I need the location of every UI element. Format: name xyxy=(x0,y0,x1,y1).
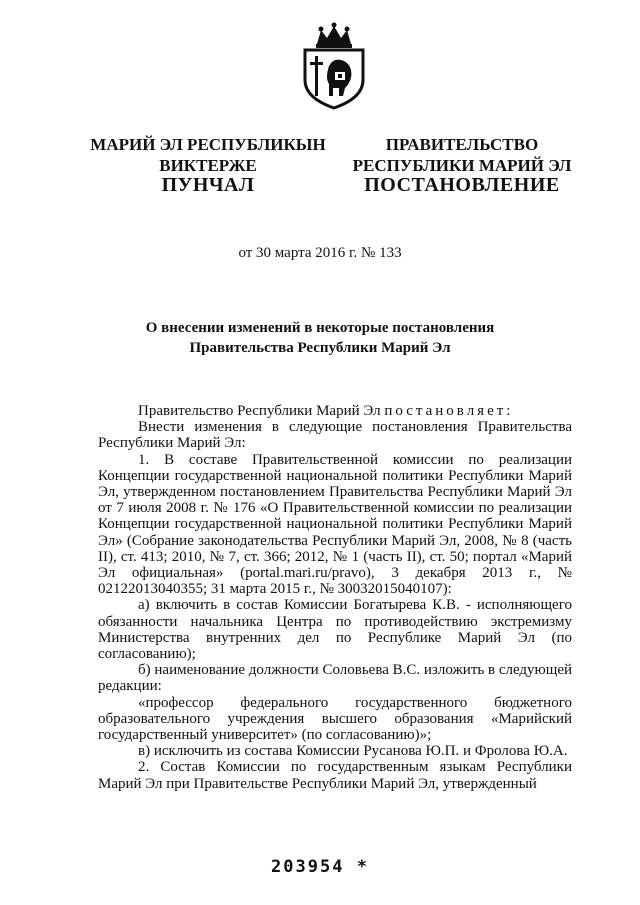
document-body xyxy=(98,403,572,792)
document-subject xyxy=(120,318,520,358)
header-left-line2: ВИКТЕРЖЕ xyxy=(159,156,257,175)
document-date-number: от 30 марта 2016 г. № 133 xyxy=(238,245,402,261)
doctype-right: ПОСТАНОВЛЕНИЕ xyxy=(364,174,560,196)
header-right-title xyxy=(352,134,572,176)
coat-of-arms-icon xyxy=(299,22,369,110)
paragraph: «профессор федерального государственного бюджетного образовательного учреждения высшего образования «Марийский государственный университет» (по согласованию)»; xyxy=(98,694,572,744)
header-right-line1: ПРАВИТЕЛЬСТВО xyxy=(385,135,539,154)
subject-line2: Правительства Республики Марий Эл xyxy=(189,340,451,356)
paragraph: 2. Состав Комиссии по государственным языкам Республики Марий Эл при Правительстве Республики Марий Эл, утвержденный xyxy=(98,759,572,792)
doctype-left: ПУНЧАЛ xyxy=(161,174,255,196)
paragraph: в) исключить из состава Комиссии Русанова Ю.П. и Фролова Ю.А. xyxy=(138,743,568,760)
paragraph: а) включить в состав Комиссии Богатырева К.В. - исполняющего обязанности начальника Центра по противодействию экстремизму Министерства внутренних дел по Республике Марий Эл (по согласованию); xyxy=(98,597,572,663)
intro-paragraph xyxy=(98,403,572,419)
header-left-title xyxy=(84,134,332,176)
header-right-line2: РЕСПУБЛИКИ МАРИЙ ЭЛ xyxy=(352,156,572,175)
intro-prefix: Правительство Республики Марий Эл xyxy=(138,403,385,419)
subject-line1: О внесении изменений в некоторые постановления xyxy=(145,320,495,336)
form-serial-number: 203954 * xyxy=(271,857,369,877)
paragraph: 1. В составе Правительственной комиссии по реализации Концепции государственной национальной политики Республики Марий Эл, утвержденном постановлением Правительства Республики Марий Эл от 7 июля 2008 г. № 176 «О Правительственной комиссии по реализации Концепции государственной национальной политики Республики Марий Эл» (Собрание законодательства Республики Марий Эл, 2008, № 8 (часть II), ст. 413; 2010, № 7, ст. 366; 2012, № 1 (часть II), ст. 50; портал «Марий Эл официальная» (portal.mari.ru/pravo), 3 декабря 2013 г., № 02122013040355; 31 марта 2015 г., № 30032015040107): xyxy=(98,451,572,598)
intro-resolves: постановляет: xyxy=(384,403,514,419)
paragraph: б) наименование должности Соловьева В.С. изложить в следующей редакции: xyxy=(98,662,572,695)
header-left-line1: МАРИЙ ЭЛ РЕСПУБЛИКЫН xyxy=(90,135,326,154)
paragraph: Внести изменения в следующие постановления Правительства Республики Марий Эл: xyxy=(98,419,572,452)
